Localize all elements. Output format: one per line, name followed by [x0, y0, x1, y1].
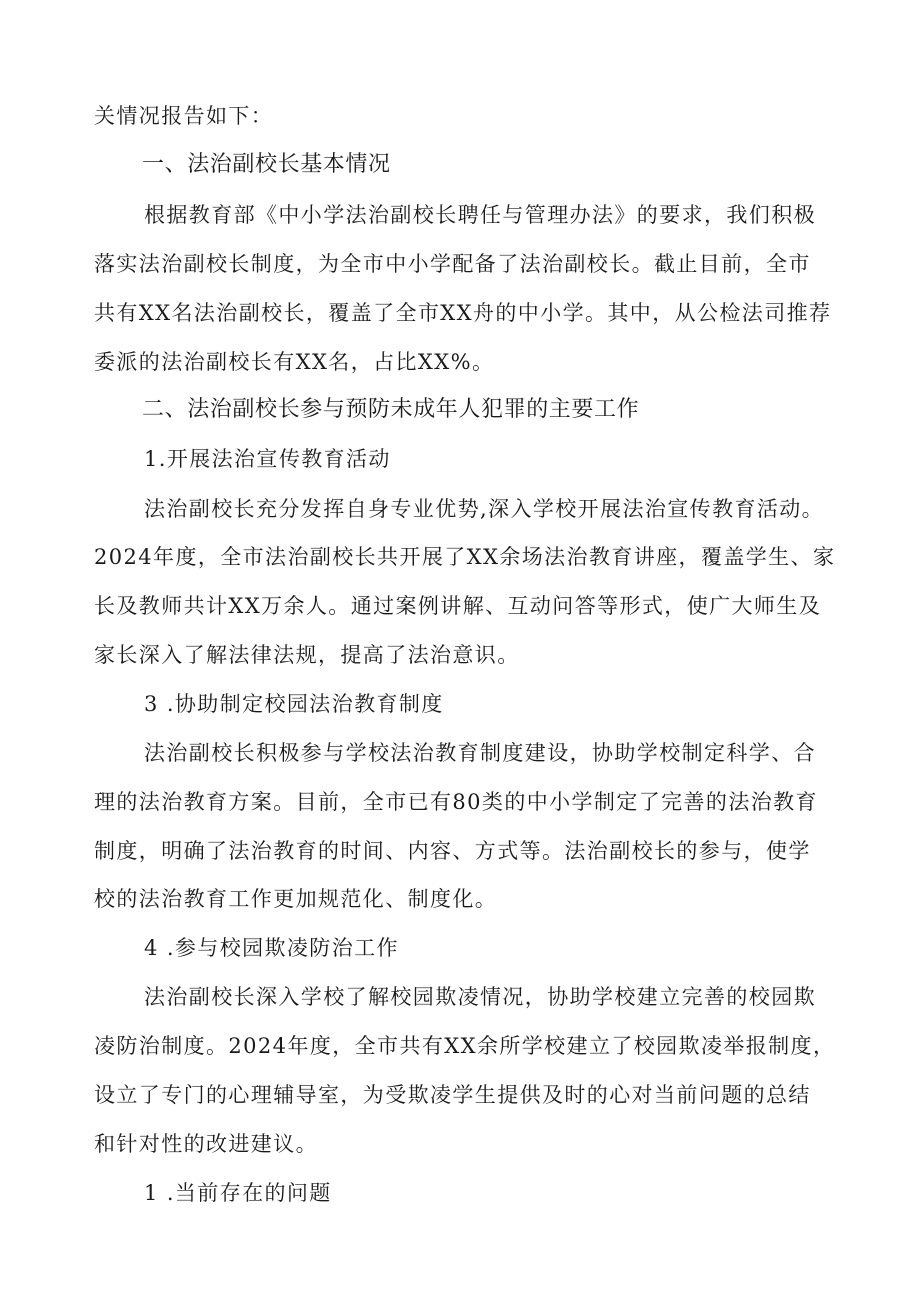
paragraph-line: 家长深入了解法律法规，提高了法治意识。	[94, 643, 520, 667]
subheading-1: 1.开展法治宣传教育活动	[144, 447, 391, 471]
paragraph-line: 法治副校长深入学校了解校园欺凌情况，协助学校建立完善的校园欺	[144, 985, 816, 1009]
paragraph-line: 长及教师共计XX万余人。通过案例讲解、互动问答等形式，使广大师生及	[94, 594, 822, 618]
paragraph-continuation: 关情况报告如下：	[94, 104, 274, 128]
paragraph-line: 2024年度，全市法治副校长共开展了XX余场法治教育讲座，覆盖学生、家	[94, 545, 836, 569]
subheading-1b: 1 .当前存在的问题	[144, 1181, 332, 1205]
paragraph-line: 共有XX名法治副校长，覆盖了全市XX舟的中小学。其中，从公检法司推荐	[94, 301, 832, 325]
paragraph-line: 法治副校长充分发挥自身专业优势,深入学校开展法治宣传教育活动。	[144, 497, 825, 521]
paragraph-line: 理的法治教育方案。目前，全市已有80类的中小学制定了完善的法治教育	[94, 790, 818, 814]
paragraph-line: 凌防治制度。2024年度，全市共有XX余所学校建立了校园欺凌举报制度，	[94, 1034, 836, 1058]
paragraph-line: 校的法治教育工作更加规范化、制度化。	[94, 887, 498, 911]
paragraph-line: 根据教育部《中小学法治副校长聘任与管理办法》的要求，我们积极	[144, 203, 816, 227]
paragraph-line: 法治副校长积极参与学校法治教育制度建设，协助学校制定科学、合	[144, 741, 816, 765]
paragraph-line: 制度，明确了法治教育的时间、内容、方式等。法治副校长的参与，使学	[94, 839, 811, 863]
subheading-3: 3 .协助制定校园法治教育制度	[144, 692, 444, 716]
subheading-4: 4 .参与校园欺凌防治工作	[144, 936, 399, 960]
paragraph-line: 委派的法治副校长有XX名，占比XX%。	[94, 350, 495, 374]
paragraph-line: 落实法治副校长制度，为全市中小学配备了法治副校长。截止目前，全市	[94, 252, 811, 276]
paragraph-line: 和针对性的改进建议。	[94, 1132, 318, 1156]
section-heading-2: 二、法治副校长参与预防未成年人犯罪的主要工作	[142, 397, 640, 422]
section-heading-1: 一、法治副校长基本情况	[142, 152, 391, 177]
paragraph-line: 设立了专门的心理辅导室，为受欺凌学生提供及时的心对当前问题的总结	[94, 1083, 811, 1107]
